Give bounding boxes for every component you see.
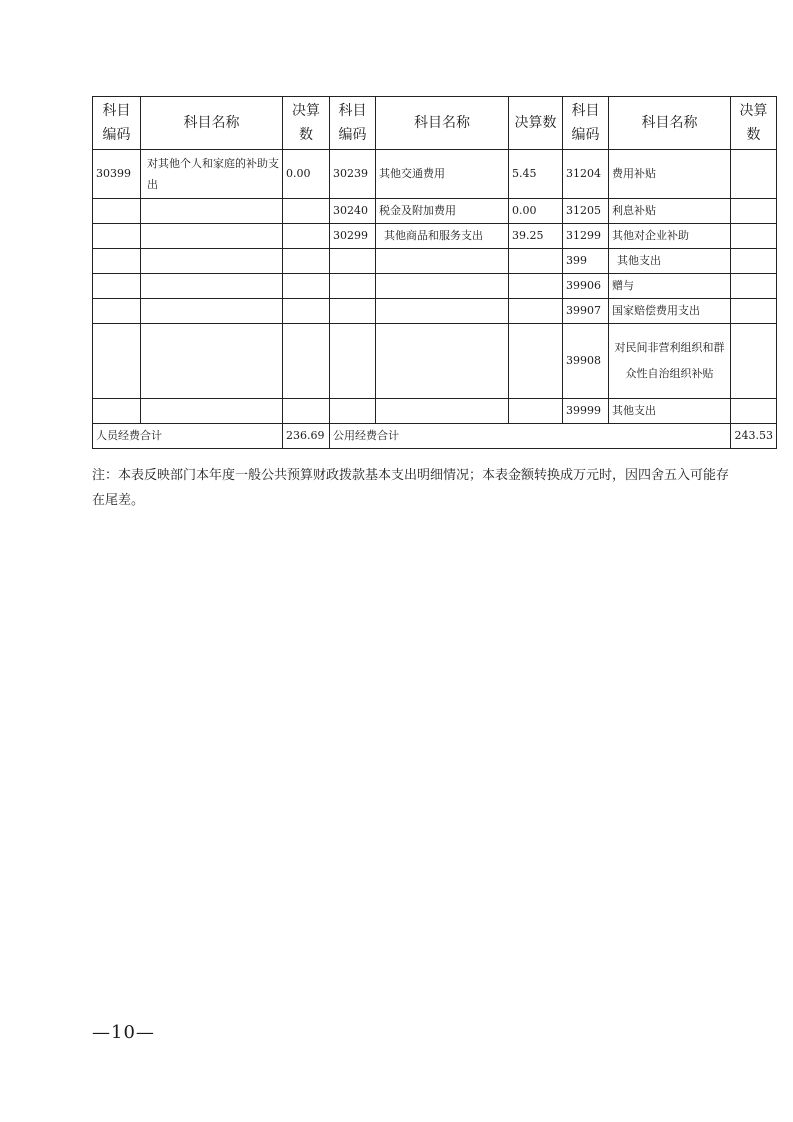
table-cell: 30239	[330, 150, 376, 199]
table-cell	[330, 399, 376, 424]
table-cell	[93, 249, 141, 274]
table-cell	[93, 399, 141, 424]
table-cell: 0.00	[283, 150, 330, 199]
table-cell	[93, 324, 141, 399]
table-cell	[141, 399, 283, 424]
table-cell	[283, 274, 330, 299]
table-cell	[376, 399, 509, 424]
table-cell	[509, 324, 563, 399]
header-cell: 科目编码	[330, 97, 376, 150]
table-cell	[283, 224, 330, 249]
table-cell	[731, 199, 777, 224]
table-cell: 30240	[330, 199, 376, 224]
personnel-total-value: 236.69	[283, 424, 330, 449]
table-cell	[283, 249, 330, 274]
table-cell: 39906	[563, 274, 609, 299]
table-cell	[376, 324, 509, 399]
table-row	[93, 274, 777, 299]
table-row	[93, 150, 777, 199]
table-cell	[283, 399, 330, 424]
table-cell: 39908	[563, 324, 609, 399]
table-cell	[141, 249, 283, 274]
table-cell: 30299	[330, 224, 376, 249]
table-row	[93, 399, 777, 424]
table-cell	[93, 299, 141, 324]
table-cell	[509, 299, 563, 324]
table-cell	[509, 274, 563, 299]
table-cell: 其他交通费用	[376, 150, 509, 199]
table-cell	[731, 399, 777, 424]
table-cell	[93, 274, 141, 299]
page-number: —10—	[92, 1022, 155, 1043]
header-cell: 决算数	[509, 97, 563, 150]
table-cell: 对其他个人和家庭的补助支出	[141, 150, 283, 199]
totals-row	[93, 424, 777, 449]
table-cell: 其他支出	[609, 399, 731, 424]
table-cell: 39907	[563, 299, 609, 324]
table-cell	[509, 249, 563, 274]
table-row	[93, 299, 777, 324]
table-cell: 39.25	[509, 224, 563, 249]
table-cell	[141, 324, 283, 399]
header-cell: 科目名称	[376, 97, 509, 150]
table-cell: 利息补贴	[609, 199, 731, 224]
table-cell: 399	[563, 249, 609, 274]
table-cell	[93, 199, 141, 224]
personnel-total-label: 人员经费合计	[93, 424, 283, 449]
public-total-label: 公用经费合计	[330, 424, 731, 449]
table-header-row	[93, 97, 777, 150]
table-cell	[330, 299, 376, 324]
table-cell	[376, 249, 509, 274]
public-total-value: 243.53	[731, 424, 777, 449]
header-cell: 科目编码	[563, 97, 609, 150]
header-cell: 决算数	[731, 97, 777, 150]
table-cell	[376, 299, 509, 324]
table-cell: 税金及附加费用	[376, 199, 509, 224]
table-row	[93, 224, 777, 249]
table-cell: 39999	[563, 399, 609, 424]
table-cell: 31299	[563, 224, 609, 249]
table-cell	[376, 274, 509, 299]
table-cell	[731, 249, 777, 274]
table-cell: 其他对企业补助	[609, 224, 731, 249]
table-cell	[731, 150, 777, 199]
table-row	[93, 249, 777, 274]
table-cell	[93, 224, 141, 249]
table-cell: 31204	[563, 150, 609, 199]
table-cell	[283, 299, 330, 324]
table-cell	[330, 324, 376, 399]
table-cell	[731, 224, 777, 249]
table-cell	[731, 274, 777, 299]
table-row	[93, 199, 777, 224]
table-cell	[509, 399, 563, 424]
table-cell	[731, 324, 777, 399]
header-cell: 决算数	[283, 97, 330, 150]
table-footnote: 注：本表反映部门本年度一般公共预算财政拨款基本支出明细情况；本表金额转换成万元时，因四舍五入可能存在尾差。	[92, 468, 730, 508]
budget-expenditure-table	[92, 96, 777, 449]
table-cell	[141, 199, 283, 224]
table-cell: 5.45	[509, 150, 563, 199]
table-cell	[283, 324, 330, 399]
table-cell	[283, 199, 330, 224]
table-row	[93, 324, 777, 399]
table-cell: 赠与	[609, 274, 731, 299]
table-cell	[330, 274, 376, 299]
table-cell: 其他商品和服务支出	[376, 224, 509, 249]
table-cell: 30399	[93, 150, 141, 199]
header-cell: 科目名称	[141, 97, 283, 150]
table-cell: 国家赔偿费用支出	[609, 299, 731, 324]
table-cell	[141, 274, 283, 299]
table-cell: 0.00	[509, 199, 563, 224]
header-cell: 科目编码	[93, 97, 141, 150]
table-cell	[141, 299, 283, 324]
table-cell: 费用补贴	[609, 150, 731, 199]
table-cell: 对民间非营利组织和群众性自治组织补贴	[609, 324, 731, 399]
table-cell	[731, 299, 777, 324]
table-cell: 其他支出	[609, 249, 731, 274]
table-cell: 31205	[563, 199, 609, 224]
table-cell	[330, 249, 376, 274]
table-cell	[141, 224, 283, 249]
header-cell: 科目名称	[609, 97, 731, 150]
